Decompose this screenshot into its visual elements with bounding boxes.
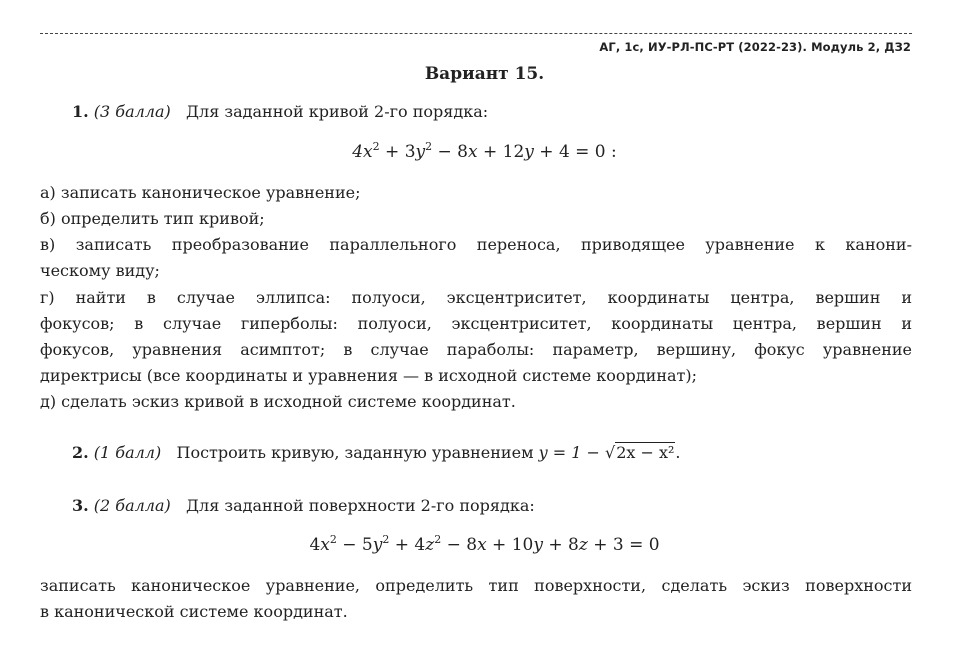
task2-points: (1 балл) [93, 443, 162, 462]
task3-line2: в канонической системе координат. [40, 602, 348, 621]
task2-period: . [675, 443, 681, 462]
task1-intro: Для заданной кривой 2-го порядка: [186, 102, 489, 121]
task1-item-v-line2: ческому виду; [40, 261, 160, 280]
task1-equation: $4x^2 + 3y^2 - 8x + 12y + 4 = 0$ : [352, 140, 617, 162]
task3-number: 3. [72, 496, 89, 515]
task2-equation [539, 442, 681, 462]
task1-item-b: б) определить тип кривой; [40, 209, 265, 228]
task1-item-g-line3: фокусов, уравнения асимптот; в случае параболы: параметр, вершину, фокус уравнение [40, 340, 912, 359]
task2-line [72, 443, 681, 462]
task1-item-g-line2: фокусов; в случае гиперболы: полуоси, эксцентриситет, координаты центра, вершин и [40, 314, 912, 333]
task1-number: 1. [72, 102, 89, 121]
task2-number: 2. [72, 443, 89, 462]
task3-equation: $4x^2 - 5y^2 + 4z^2 - 8x + 10y + 8z + 3 = 0$ [309, 533, 660, 555]
sqrt-sign-icon: √ [605, 443, 616, 462]
variant-title: Вариант 15. [424, 64, 545, 84]
task2-radicand: 2x − x² [616, 443, 675, 462]
course-reference: АГ, 1с, ИУ-РЛ-ПС-РТ (2022-23). Модуль 2, ДЗ2 [599, 40, 911, 54]
task1-item-g-line1: г) найти в случае эллипса: полуоси, эксцентриситет, координаты центра, вершин и [40, 288, 912, 307]
task3-points: (2 балла) [93, 496, 171, 515]
task3-heading [72, 496, 535, 515]
task1-item-g-line4: директрисы (все координаты и уравнения — в исходной системе координат); [40, 366, 697, 385]
task3-line1: записать каноническое уравнение, определить тип поверхности, сделать эскиз поверхности [40, 576, 912, 595]
task1-item-a: а) записать каноническое уравнение; [40, 183, 361, 202]
top-dashed-divider [40, 33, 912, 34]
task2-equation-left: y = 1 − [538, 443, 600, 462]
task1-item-v-line1: в) записать преобразование параллельного переноса, приводящее уравнение к канони- [40, 235, 912, 254]
task3-intro: Для заданной поверхности 2-го порядка: [186, 496, 535, 515]
task2-text: Построить кривую, заданную уравнением [176, 443, 534, 462]
task1-heading [72, 102, 488, 121]
task1-item-d: д) сделать эскиз кривой в исходной системе координат. [40, 392, 516, 411]
task1-points: (3 балла) [93, 102, 171, 121]
